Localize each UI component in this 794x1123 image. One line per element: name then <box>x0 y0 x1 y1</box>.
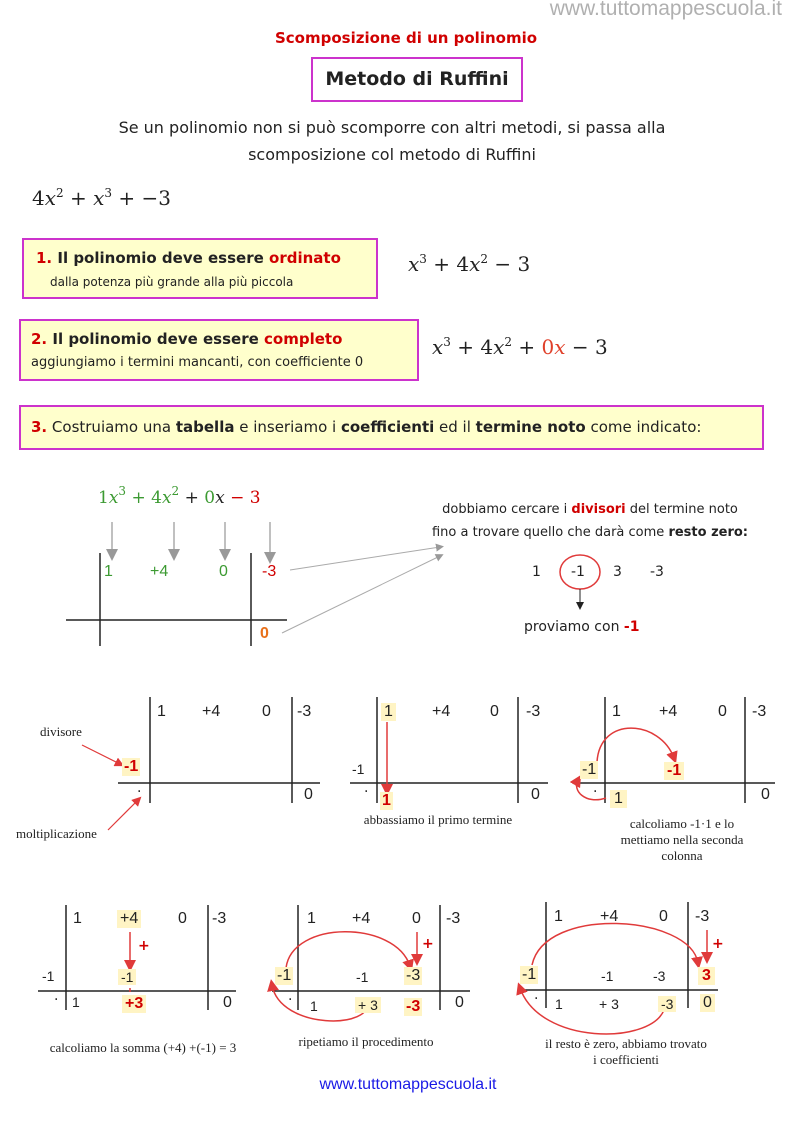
note-ripetiamo: ripetiamo il procedimento <box>298 1034 434 1049</box>
p6-product-3: 3 <box>698 967 715 985</box>
p3-remainder: 0 <box>761 786 770 803</box>
p6-coef-2: +4 <box>600 908 619 925</box>
note-calcoliamo-3: colonna <box>661 848 703 863</box>
p1-coef-1: 1 <box>157 703 166 720</box>
step-3-text-f: termine noto <box>475 418 586 436</box>
p6-coef-1: 1 <box>554 908 563 925</box>
step-2-heading: Il polinomio deve essere <box>52 330 265 348</box>
step-1-number: 1. <box>36 249 53 267</box>
label-divisore: divisore <box>40 724 82 739</box>
label-moltiplicazione: moltiplicazione <box>16 826 97 841</box>
p1-known-term: -3 <box>297 703 312 720</box>
p6-product-2: -3 <box>653 968 666 984</box>
polynomial-colored: $1x^3 + 4x^2 + 0x - 3$ <box>98 484 261 508</box>
p3-divisor: -1 <box>582 761 597 778</box>
p6-lowered: 1 <box>555 996 563 1012</box>
p6-dot: · <box>534 991 539 1007</box>
step-3-text-a: Costruiamo una <box>51 418 176 436</box>
note-resto <box>526 1036 726 1068</box>
p4-coef-2: +4 <box>117 910 141 928</box>
step-3-text-c: e inseriamo i <box>234 418 341 436</box>
p6-coef-3: 0 <box>659 908 668 925</box>
p5-product-1: -1 <box>356 969 369 985</box>
setup-remainder: 0 <box>260 625 269 642</box>
step-3-text-g: come indicato: <box>585 418 702 436</box>
p1-divisor: -1 <box>124 758 139 775</box>
divisors-line-2 <box>420 525 760 540</box>
note-abbassiamo: abbassiamo il primo termine <box>363 812 513 827</box>
divisors-keyword: divisori <box>571 502 626 517</box>
step-2-keyword: completo <box>264 330 343 348</box>
p4-product: -1 <box>118 969 136 985</box>
p5-new-coef: -3 <box>406 998 421 1015</box>
setup-coef-1: 1 <box>104 563 113 580</box>
polynomial-ordered: $x^3 + 4x^2 - 3$ <box>408 252 531 276</box>
p1-remainder: 0 <box>304 786 313 803</box>
p5-product-2: -3 <box>406 967 421 984</box>
p1-dot: · <box>137 784 142 800</box>
step-1-description: dalla potenza più grande alla più piccola <box>50 275 294 289</box>
p6-sum: + 3 <box>599 996 619 1012</box>
p1-coef-3: 0 <box>262 703 271 720</box>
p2-coef-3: 0 <box>490 703 499 720</box>
step-3-text-e: ed il <box>434 418 476 436</box>
divisor-value-4: -3 <box>650 564 664 580</box>
divisors-text-a: dobbiamo cercare i <box>442 502 572 517</box>
p5-coef-1: 1 <box>307 910 316 927</box>
divisors-line-1 <box>430 502 750 517</box>
p5-plus-sign: + <box>422 936 434 952</box>
p5-dot: · <box>288 992 293 1008</box>
p2-remainder: 0 <box>531 786 540 803</box>
step-2-description: aggiungiamo i termini mancanti, con coefficiente 0 <box>31 355 364 370</box>
p3-dot: · <box>593 784 598 800</box>
step-1-heading: Il polinomio deve essere <box>57 249 270 267</box>
p2-dot: · <box>364 784 369 800</box>
p6-divisor: -1 <box>522 966 537 983</box>
p3-product: -1 <box>664 762 684 780</box>
try-value: -1 <box>623 619 640 635</box>
p6-new-coef: -3 <box>658 996 676 1012</box>
setup-known-term: -3 <box>262 563 277 580</box>
p5-sum: + 3 <box>355 997 381 1013</box>
p4-lowered: 1 <box>72 994 80 1010</box>
p6-known-term: -3 <box>695 908 710 925</box>
p6-remainder: 0 <box>700 994 715 1012</box>
p4-divisor: -1 <box>42 968 55 984</box>
p3-coef-3: 0 <box>718 703 727 720</box>
step-3-text-d: coefficienti <box>340 418 435 436</box>
p6-plus-sign: + <box>712 936 724 952</box>
p4-sum: +3 <box>122 995 146 1013</box>
try-text: proviamo con <box>524 619 624 635</box>
note-calcoliamo <box>600 816 764 864</box>
note-calcoliamo-1: calcoliamo -1·1 e lo <box>629 816 735 831</box>
step-1-keyword: ordinato <box>269 249 341 267</box>
note-somma: calcoliamo la somma (+4) +(-1) = 3 <box>49 1040 237 1055</box>
p5-divisor: -1 <box>277 967 292 984</box>
p5-coef-3: 0 <box>412 910 421 927</box>
step-3-number: 3. <box>31 418 48 436</box>
note-resto-2: i coefficienti <box>593 1052 659 1067</box>
p2-known-term: -3 <box>526 703 541 720</box>
p3-known-term: -3 <box>752 703 767 720</box>
p2-coef-1: 1 <box>381 703 396 721</box>
p4-coef-3: 0 <box>178 910 187 927</box>
note-resto-1: il resto è zero, abbiamo trovato <box>545 1036 707 1051</box>
polynomial-complete: $x^3 + 4x^2 + 0x - 3$ <box>432 335 608 359</box>
p1-coef-2: +4 <box>202 703 221 720</box>
p6-product-1: -1 <box>601 968 614 984</box>
p4-dot: · <box>54 992 59 1008</box>
divisors-remainder-zero: resto zero: <box>668 525 748 540</box>
setup-coef-2: +4 <box>150 563 169 580</box>
p2-lowered: 1 <box>382 792 391 809</box>
intro-line-1: Se un polinomio non si può scomporre con altri metodi, si passa alla <box>118 118 666 137</box>
page-subtitle: Scomposizione di un polinomio <box>274 29 538 47</box>
site-url-top[interactable]: www.tuttomappescuola.it <box>549 0 782 20</box>
p5-known-term: -3 <box>446 910 461 927</box>
setup-coef-3: 0 <box>219 563 228 580</box>
polynomial-original: $4x^2 + x^3 + -3$ <box>32 186 172 210</box>
intro-line-2: scomposizione col metodo di Ruffini <box>248 145 536 164</box>
p2-divisor: -1 <box>352 761 365 777</box>
divisor-value-1: 1 <box>532 564 541 580</box>
try-divisor-text <box>524 619 639 635</box>
page-title: Metodo di Ruffini <box>311 57 523 102</box>
p4-known-term: -3 <box>212 910 227 927</box>
p5-remainder: 0 <box>455 994 464 1011</box>
p3-coef-2: +4 <box>659 703 678 720</box>
divisor-value-2: -1 <box>571 564 585 580</box>
site-url-bottom[interactable]: www.tuttomappescuola.it <box>319 1076 497 1093</box>
p5-lowered: 1 <box>310 998 318 1014</box>
divisor-value-3: 3 <box>613 564 622 580</box>
divisors-text-d: fino a trovare quello che darà come <box>431 525 669 540</box>
p4-remainder: 0 <box>223 994 232 1011</box>
note-calcoliamo-2: mettiamo nella seconda <box>620 832 744 847</box>
p3-lowered: 1 <box>610 790 627 808</box>
p2-coef-2: +4 <box>432 703 451 720</box>
p3-coef-1: 1 <box>612 703 621 720</box>
divisors-text-c: del termine noto <box>625 502 738 517</box>
step-3-text-b: tabella <box>175 418 235 436</box>
step-2-number: 2. <box>31 330 48 348</box>
p4-plus-sign: + <box>138 938 150 954</box>
p4-coef-1: 1 <box>73 910 82 927</box>
p5-coef-2: +4 <box>352 910 371 927</box>
